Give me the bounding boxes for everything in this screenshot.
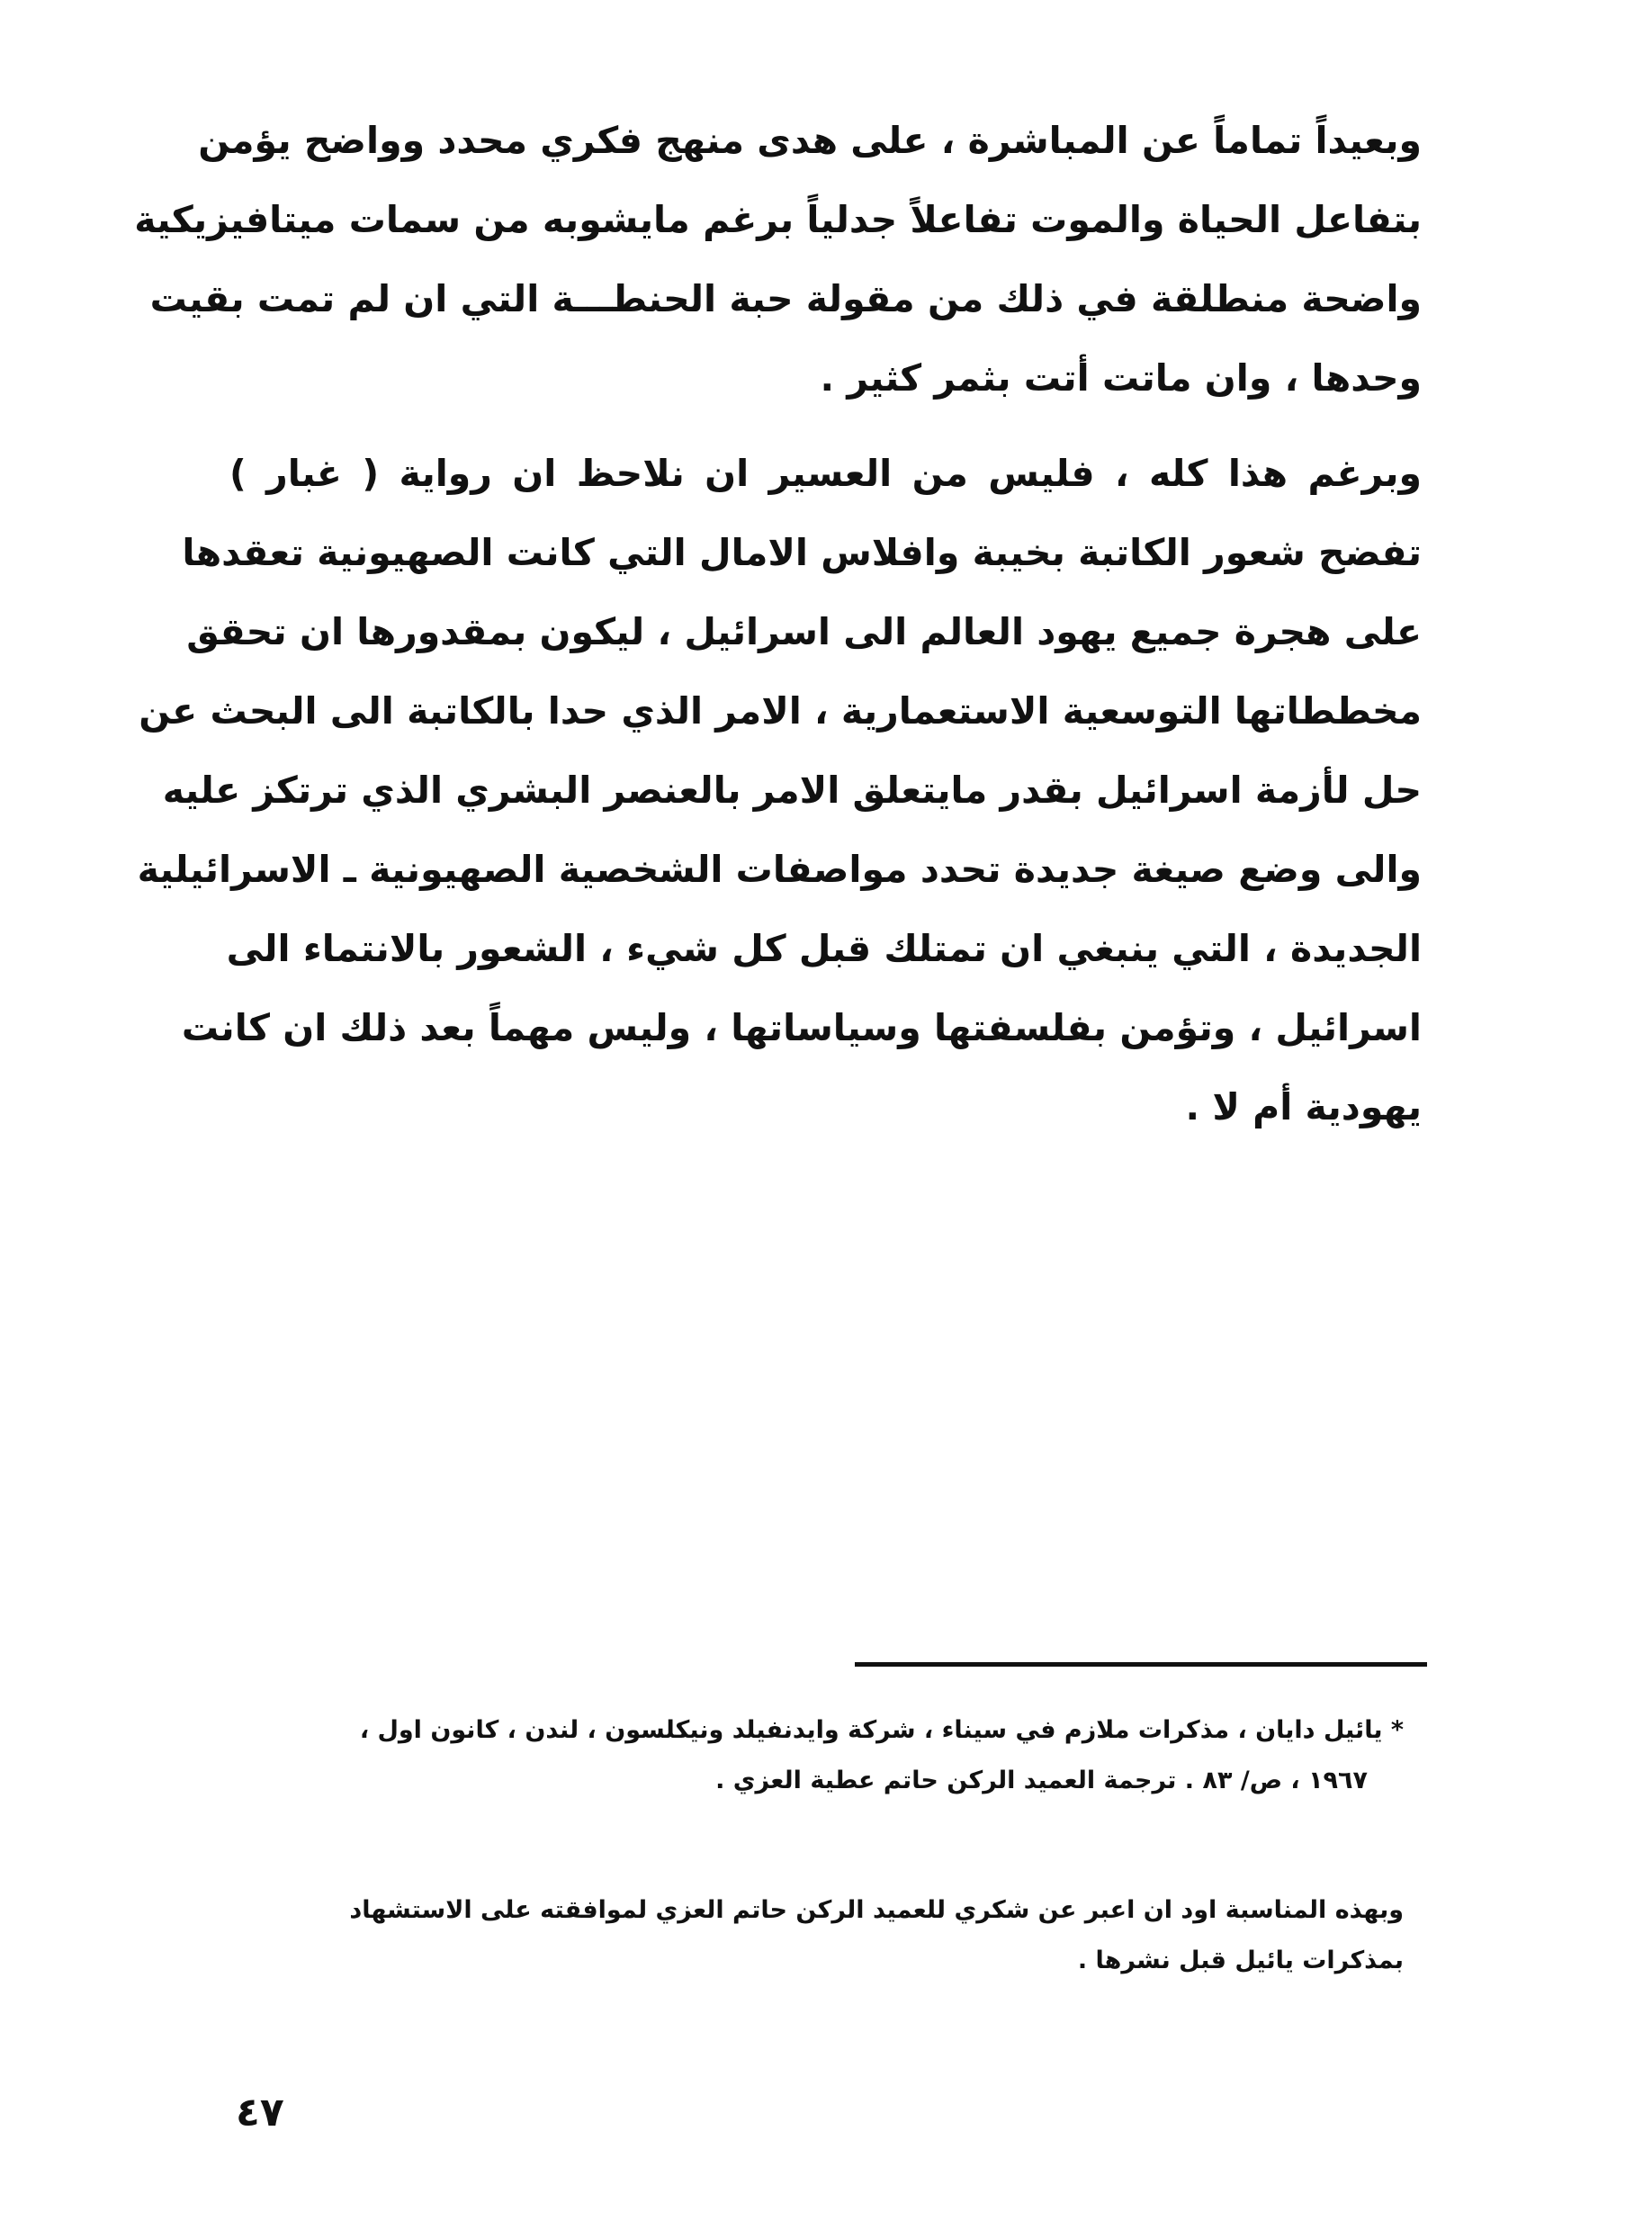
text-line: بتفاعل الحياة والموت تفاعلاً جدلياً برغم مايشوبه من سمات ميتافيزيكية — [134, 198, 1422, 241]
text-line: وبعيداً تماماً عن المباشرة ، على هدى منهج فكري محدد وواضح يؤمن — [198, 119, 1422, 162]
paragraph-gap — [229, 418, 1422, 434]
text-line: الجديدة ، التي ينبغي ان تمتلك قبل كل شيء ، الشعور بالانتماء الى — [226, 927, 1422, 970]
footnote-line: * يائيل دايان ، مذكرات ملازم في سيناء ، شركة وايدنفيلد ونيكلسون ، لندن ، كانون اول ، — [359, 1716, 1404, 1744]
text-line: تفضح شعور الكاتبة بخيبة وافلاس الامال التي كانت الصهيونية تعقدها — [182, 531, 1422, 574]
text-line: وحدها ، وان ماتت أتت بثمر كثير . — [820, 356, 1422, 400]
paragraph-2 — [137, 434, 1422, 1146]
paragraph-1 — [134, 101, 1422, 418]
text-line: يهودية أم لا . — [1185, 1085, 1422, 1128]
text-line: وبرغم هذا كله ، فليس من العسير ان نلاحظ ان رواية ( غبار ) — [229, 452, 1422, 495]
footnote-2 — [207, 1885, 1404, 1986]
page-number: ٤٧ — [236, 2090, 284, 2136]
footnote-line: وبهذه المناسبة اود ان اعبر عن شكري للعميد الركن حاتم العزي لموافقته على الاستشهاد — [349, 1896, 1404, 1924]
text-line: مخططاتها التوسعية الاستعمارية ، الامر الذي حدا بالكاتبة الى البحث عن — [139, 689, 1422, 733]
text-line: واضحة منطلقة في ذلك من مقولة حبة الحنطـــة التي ان لم تمت بقيت — [149, 277, 1422, 320]
footnote-1 — [207, 1705, 1404, 1806]
text-line: حل لأزمة اسرائيل بقدر مايتعلق الامر بالعنصر البشري الذي ترتكز عليه — [162, 769, 1422, 812]
text-line: والى وضع صيغة جديدة تحدد مواصفات الشخصية الصهيونية ـ الاسرائيلية — [137, 848, 1422, 891]
text-line: اسرائيل ، وتؤمن بفلسفتها وسياساتها ، وليس مهماً بعد ذلك ان كانت — [181, 1006, 1422, 1049]
footnote-line: ١٩٦٧ ، ص/ ٨٣ . ترجمة العميد الركن حاتم عطية العزي . — [715, 1767, 1368, 1794]
text-line: على هجرة جميع يهود العالم الى اسرائيل ، ليكون بمقدورها ان تحقق — [186, 610, 1422, 653]
footnote-line: بمذكرات يائيل قبل نشرها . — [1077, 1947, 1404, 1974]
body-text — [134, 101, 1422, 1146]
footnote-separator — [855, 1662, 1427, 1667]
